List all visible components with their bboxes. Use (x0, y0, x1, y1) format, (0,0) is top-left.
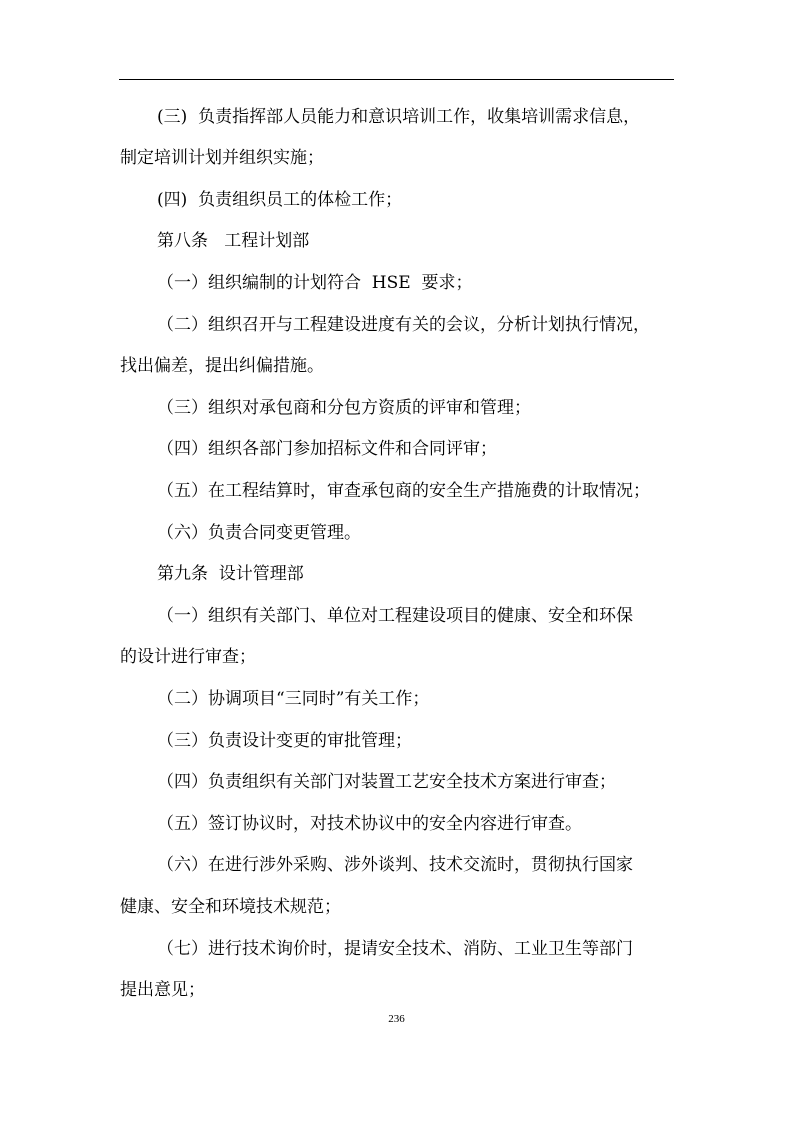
header-rule (119, 79, 674, 80)
paragraph-line: （四）组织各部门参加招标文件和合同评审； (157, 439, 497, 459)
section-heading: 第八条 工程计划部 (157, 231, 310, 251)
paragraph-line: （三）负责设计变更的审批管理； (157, 731, 412, 751)
paragraph-line: （六）在进行涉外采购、涉外谈判、技术交流时，贯彻执行国家 (157, 855, 633, 875)
paragraph-line: （六）负责合同变更管理。 (157, 523, 361, 543)
paragraph-line: 健康、安全和环境技术规范； (120, 897, 341, 917)
paragraph-line: （四）负责组织有关部门对装置工艺安全技术方案进行审查； (157, 772, 616, 792)
paragraph-line: 提出意见； (120, 980, 205, 1000)
page-number: 236 (388, 1013, 405, 1025)
paragraph-line: 的设计进行审查； (120, 647, 256, 667)
paragraph-line: （三）组织对承包商和分包方资质的评审和管理； (157, 398, 531, 418)
paragraph-line: （一）组织编制的计划符合 HSE 要求； (157, 273, 473, 293)
paragraph-line: （二）协调项目“三同时”有关工作； (157, 689, 430, 709)
paragraph-line: （一）组织有关部门、单位对工程建设项目的健康、安全和环保 (157, 606, 633, 626)
paragraph-line: (三) 负责指挥部人员能力和意识培训工作，收集培训需求信息， (157, 107, 641, 127)
paragraph-line: （五）签订协议时，对技术协议中的安全内容进行审查。 (157, 814, 582, 834)
paragraph-line: （七）进行技术询价时，提请安全技术、消防、工业卫生等部门 (157, 939, 633, 959)
paragraph-line: 找出偏差，提出纠偏措施。 (120, 356, 324, 376)
paragraph-line: （二）组织召开与工程建设进度有关的会议，分析计划执行情况， (157, 315, 650, 335)
paragraph-line: 制定培训计划并组织实施； (120, 148, 324, 168)
paragraph-line: (四) 负责组织员工的体检工作； (157, 190, 403, 210)
section-heading: 第九条 设计管理部 (157, 564, 304, 584)
paragraph-line: （五）在工程结算时，审查承包商的安全生产措施费的计取情况； (157, 481, 650, 501)
